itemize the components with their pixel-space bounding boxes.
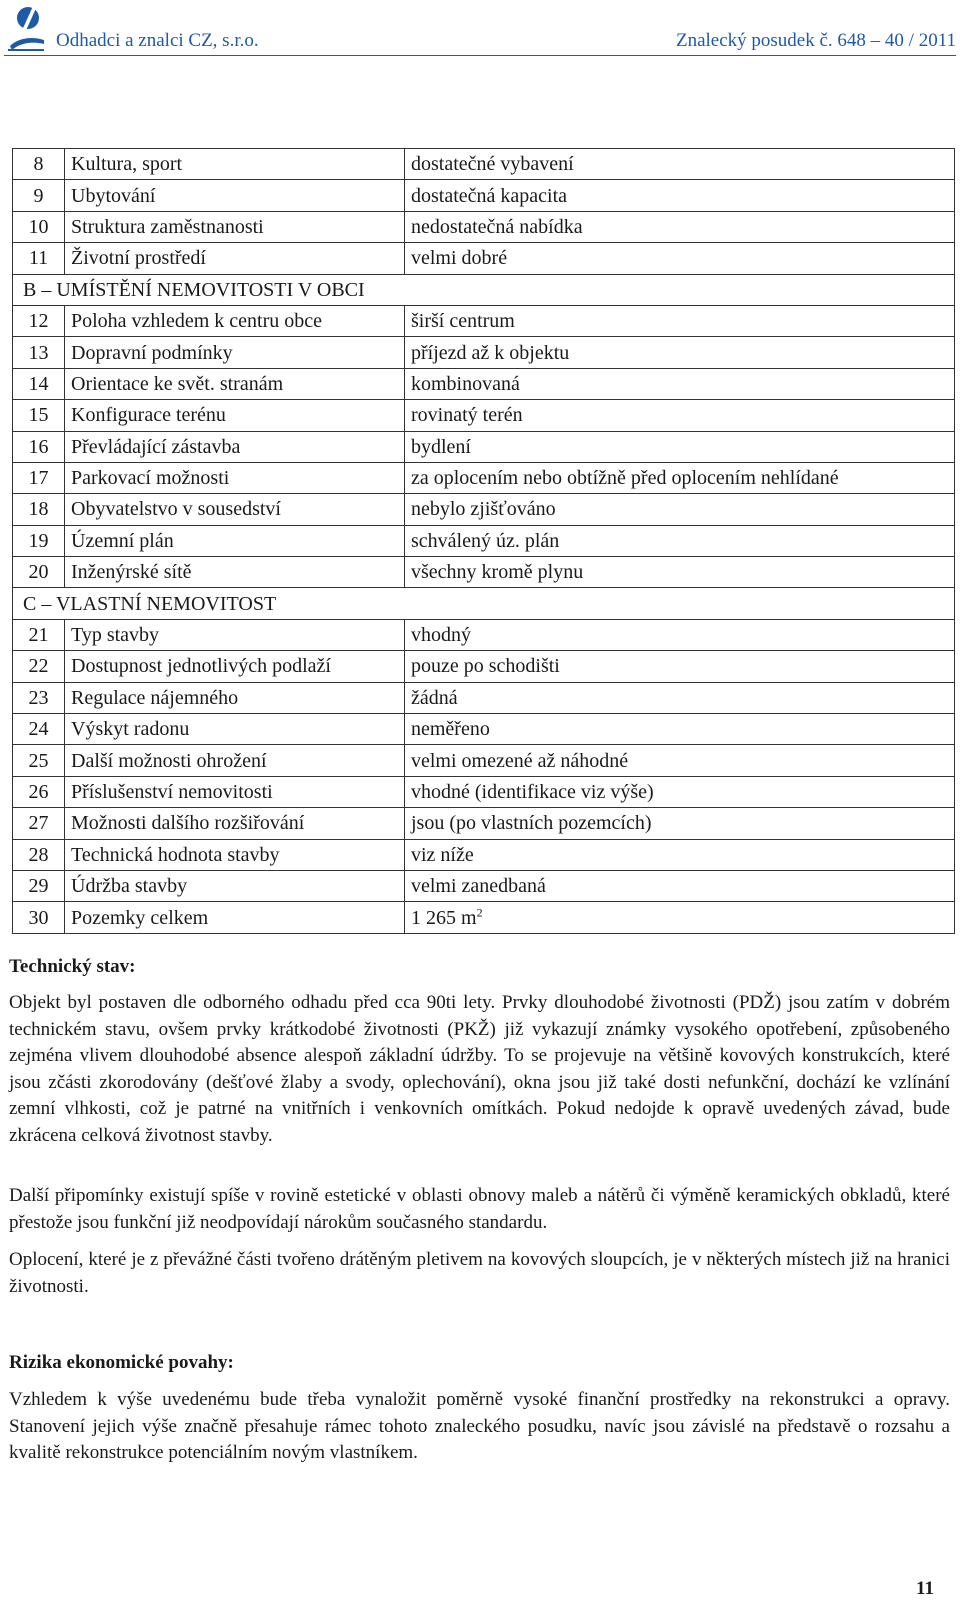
economic-risks-heading: Rizika ekonomické povahy:: [9, 1352, 234, 1373]
table-section-row: [13, 588, 955, 619]
row-label: Převládající zástavba: [65, 431, 405, 462]
page-number: 11: [916, 1578, 934, 1599]
row-value: jsou (po vlastních pozemcích): [405, 808, 955, 839]
row-label: Technická hodnota stavby: [65, 839, 405, 870]
table-row: [13, 211, 955, 242]
row-value: pouze po schodišti: [405, 651, 955, 682]
row-value: schválený úz. plán: [405, 525, 955, 556]
row-label: Regulace nájemného: [65, 682, 405, 713]
table-row: [13, 776, 955, 807]
row-label: Struktura zaměstnanosti: [65, 211, 405, 242]
table-row: [13, 557, 955, 588]
row-number: 18: [13, 494, 65, 525]
economic-risks-paragraph: Vzhledem k výše uvedenému bude třeba vynaložit poměrně vysoké finanční prostředky na rekonstrukci a opravy. Stanovení jejich výše značně přesahuje rámec tohoto znaleckého posudku, navíc jsou závislé na představě o rozsahu a kvalitě rekonstrukce potenciálním novým vlastníkem.: [9, 1389, 950, 1463]
technical-paragraph-3: Oplocení, které je z převážné části tvořeno drátěným pletivem na kovových sloupcích, je v některých místech již na hranici životnosti.: [9, 1249, 950, 1297]
row-value: velmi dobré: [405, 243, 955, 274]
table-row: [13, 745, 955, 776]
row-number: 12: [13, 305, 65, 336]
row-value: za oplocením nebo obtížně před oplocením nehlídané: [405, 462, 955, 493]
row-label: Parkovací možnosti: [65, 462, 405, 493]
table-row: [13, 839, 955, 870]
company-logo-icon: [6, 2, 46, 52]
row-number: 9: [13, 180, 65, 211]
row-number: 10: [13, 211, 65, 242]
row-value: širší centrum: [405, 305, 955, 336]
row-number: 14: [13, 368, 65, 399]
row-label: Typ stavby: [65, 619, 405, 650]
row-value: všechny kromě plynu: [405, 557, 955, 588]
row-label: Životní prostředí: [65, 243, 405, 274]
row-value: dostatečná kapacita: [405, 180, 955, 211]
row-value: bydlení: [405, 431, 955, 462]
table-row: [13, 808, 955, 839]
section-title: C – VLASTNÍ NEMOVITOST: [13, 588, 955, 619]
row-label: Výskyt radonu: [65, 714, 405, 745]
table-row: [13, 400, 955, 431]
row-number: 21: [13, 619, 65, 650]
header-divider: [4, 55, 956, 56]
row-value: velmi omezené až náhodné: [405, 745, 955, 776]
page-header: [0, 0, 960, 58]
table-row: [13, 682, 955, 713]
row-label: Možnosti dalšího rozšiřování: [65, 808, 405, 839]
row-value: dostatečné vybavení: [405, 149, 955, 180]
property-table-body: [13, 149, 955, 934]
table-row: [13, 337, 955, 368]
row-label: Orientace ke svět. stranám: [65, 368, 405, 399]
row-number: 11: [13, 243, 65, 274]
row-number: 15: [13, 400, 65, 431]
row-value: [405, 902, 955, 933]
table-row: [13, 462, 955, 493]
table-row: [13, 494, 955, 525]
row-number: 29: [13, 870, 65, 901]
section-title: B – UMÍSTĚNÍ NEMOVITOSTI V OBCI: [13, 274, 955, 305]
technical-state-heading: Technický stav:: [9, 956, 136, 977]
row-label: Další možnosti ohrožení: [65, 745, 405, 776]
table-row: [13, 902, 955, 933]
row-value-superscript: 2: [476, 904, 483, 919]
row-label: Inženýrské sítě: [65, 557, 405, 588]
table-row: [13, 305, 955, 336]
row-number: 25: [13, 745, 65, 776]
table-row: [13, 525, 955, 556]
row-number: 26: [13, 776, 65, 807]
row-number: 13: [13, 337, 65, 368]
table-row: [13, 149, 955, 180]
table-row: [13, 431, 955, 462]
row-number: 16: [13, 431, 65, 462]
row-value-text: 1 265 m: [411, 906, 477, 929]
row-value: nebylo zjišťováno: [405, 494, 955, 525]
row-label: Dopravní podmínky: [65, 337, 405, 368]
row-number: 19: [13, 525, 65, 556]
row-label: Příslušenství nemovitosti: [65, 776, 405, 807]
table-row: [13, 180, 955, 211]
row-number: 28: [13, 839, 65, 870]
table-row: [13, 714, 955, 745]
row-value: viz níže: [405, 839, 955, 870]
row-number: 22: [13, 651, 65, 682]
row-number: 24: [13, 714, 65, 745]
row-label: Pozemky celkem: [65, 902, 405, 933]
row-number: 27: [13, 808, 65, 839]
row-value: nedostatečná nabídka: [405, 211, 955, 242]
row-label: Územní plán: [65, 525, 405, 556]
row-value: příjezd až k objektu: [405, 337, 955, 368]
company-name: Odhadci a znalci CZ, s.r.o.: [56, 30, 259, 51]
row-number: 17: [13, 462, 65, 493]
technical-paragraph-1: Objekt byl postaven dle odborného odhadu před cca 90ti lety. Prvky dlouhodobé životnosti (PDŽ) jsou zatím v dobrém technickém stavu, ovšem prvky krátkodobé životnosti (PKŽ) již vykazují známky vysokého opotřebení, způsobeného zejména vlivem dlouhodobé absence alespoň základní údržby. To se projevuje na většině kovových konstrukcích, které jsou zčásti zkorodovány (dešťové žlaby a svody, oplechování), okna jsou již také dosti nefunkční, dochází ke vzlínání zemní vlhkosti, což je patrné na vnitřních i venkovních omítkách. Pokud nedojde k opravě uvedených závad, bude zkrácena celková životnost stavby.: [9, 992, 950, 1146]
table-row: [13, 243, 955, 274]
row-label: Dostupnost jednotlivých podlaží: [65, 651, 405, 682]
row-value: rovinatý terén: [405, 400, 955, 431]
row-number: 23: [13, 682, 65, 713]
property-table: [12, 148, 955, 934]
row-value: žádná: [405, 682, 955, 713]
row-label: Ubytování: [65, 180, 405, 211]
table-row: [13, 619, 955, 650]
table-row: [13, 651, 955, 682]
row-number: 20: [13, 557, 65, 588]
row-label: Konfigurace terénu: [65, 400, 405, 431]
row-number: 8: [13, 149, 65, 180]
row-value: vhodné (identifikace viz výše): [405, 776, 955, 807]
table-row: [13, 870, 955, 901]
row-label: Obyvatelstvo v sousedství: [65, 494, 405, 525]
report-number: Znalecký posudek č. 648 – 40 / 2011: [675, 30, 956, 51]
table-row: [13, 368, 955, 399]
row-label: Údržba stavby: [65, 870, 405, 901]
row-value: vhodný: [405, 619, 955, 650]
row-label: Poloha vzhledem k centru obce: [65, 305, 405, 336]
table-section-row: [13, 274, 955, 305]
row-value: neměřeno: [405, 714, 955, 745]
row-value: velmi zanedbaná: [405, 870, 955, 901]
technical-paragraph-2: Další připomínky existují spíše v rovině estetické v oblasti obnovy maleb a nátěrů či výměně keramických obkladů, které přestože jsou funkční již neodpovídají nárokům současného standardu.: [9, 1185, 950, 1233]
row-label: Kultura, sport: [65, 149, 405, 180]
row-number: 30: [13, 902, 65, 933]
row-value: kombinovaná: [405, 368, 955, 399]
